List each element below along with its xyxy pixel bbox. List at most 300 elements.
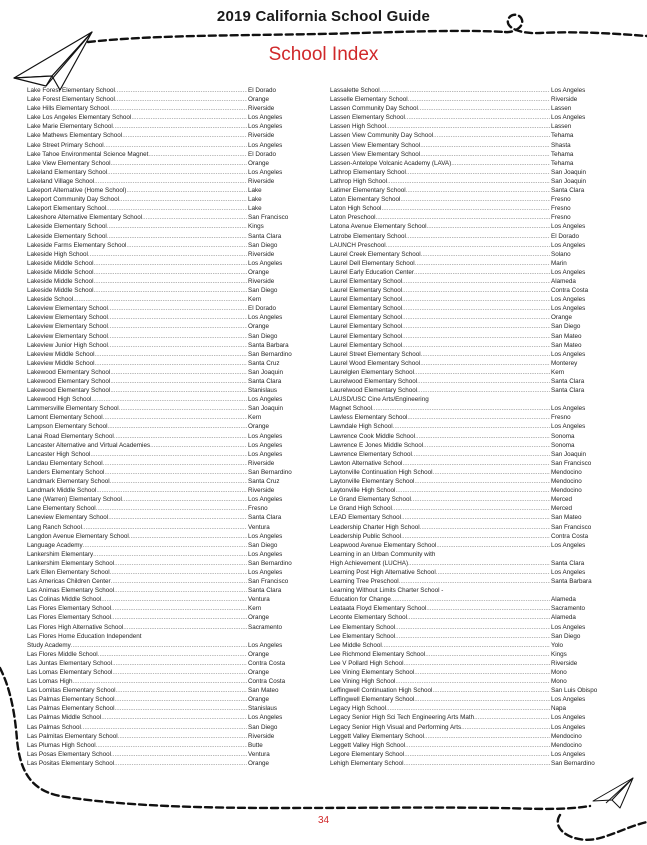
dot-leader bbox=[408, 95, 550, 104]
index-entry bbox=[27, 395, 300, 404]
dot-leader bbox=[382, 641, 550, 650]
index-entry bbox=[330, 504, 622, 513]
county-name: Santa Cruz bbox=[248, 359, 280, 367]
index-entry bbox=[27, 659, 300, 668]
school-name: Legore Elementary School bbox=[330, 750, 405, 758]
index-column-right bbox=[330, 86, 622, 768]
county-name: Los Angeles bbox=[248, 123, 283, 131]
dot-leader bbox=[399, 577, 550, 586]
index-entry bbox=[330, 386, 622, 395]
index-entry bbox=[330, 750, 622, 759]
school-name: Lakeport Alternative (Home School) bbox=[27, 187, 127, 195]
school-name: Laurelwood Elementary School bbox=[330, 378, 418, 385]
index-entry bbox=[27, 304, 300, 313]
index-entry bbox=[27, 122, 300, 131]
dot-leader bbox=[402, 313, 550, 322]
county-name: Contra Costa bbox=[551, 287, 589, 295]
index-entry bbox=[330, 523, 622, 532]
school-name: Lakewood High School bbox=[27, 396, 92, 404]
school-name: Laurel Wood Elementary School bbox=[330, 359, 421, 367]
school-name: Lakeside School bbox=[27, 296, 74, 304]
index-entry bbox=[27, 713, 300, 722]
school-name: Laton High School bbox=[330, 205, 382, 213]
dot-leader bbox=[400, 195, 550, 204]
school-name: Lawless Elementary School bbox=[330, 414, 408, 422]
county-name: Mono bbox=[551, 669, 567, 676]
school-name: Lake Los Angeles Elementary School bbox=[27, 114, 132, 122]
county-name: Fresno bbox=[248, 505, 268, 513]
dot-leader bbox=[392, 504, 550, 513]
dot-leader bbox=[94, 268, 247, 277]
index-entry bbox=[27, 177, 300, 186]
index-entry bbox=[27, 532, 300, 541]
dot-leader bbox=[129, 532, 247, 541]
dot-leader bbox=[418, 104, 550, 113]
school-name: Las Colinas Middle School bbox=[27, 596, 102, 604]
dot-leader bbox=[420, 150, 550, 159]
county-name: Lake bbox=[248, 196, 262, 204]
dot-leader bbox=[73, 677, 247, 686]
county-name: Sonoma bbox=[551, 432, 575, 440]
dot-leader bbox=[395, 623, 550, 632]
county-name: Alameda bbox=[551, 614, 576, 622]
school-name: Learning Tree Preschool bbox=[330, 578, 399, 586]
school-name: Las Flores Middle School bbox=[27, 650, 98, 658]
county-name: Orange bbox=[248, 696, 270, 704]
dot-leader bbox=[417, 377, 550, 386]
school-name: Las Flores Elementary School bbox=[27, 614, 111, 622]
index-entry bbox=[27, 268, 300, 277]
dot-leader bbox=[114, 432, 247, 441]
dot-leader bbox=[115, 86, 247, 95]
county-name: Los Angeles bbox=[248, 114, 283, 122]
dot-leader bbox=[406, 232, 550, 241]
index-entry bbox=[330, 186, 622, 195]
index-entry bbox=[27, 604, 300, 613]
school-name: Lakeview Elementary School bbox=[27, 314, 108, 322]
dot-leader bbox=[104, 141, 247, 150]
dot-leader bbox=[110, 386, 247, 395]
index-entry bbox=[330, 359, 622, 368]
county-name: Lake bbox=[248, 205, 262, 213]
county-name: San Francisco bbox=[551, 459, 592, 467]
index-entry bbox=[330, 559, 622, 568]
dot-leader bbox=[402, 322, 550, 331]
county-name: Solano bbox=[551, 250, 571, 258]
school-name: Lakeside High School bbox=[27, 250, 88, 258]
school-name: Las Posas Elementary School bbox=[27, 750, 112, 758]
index-entry bbox=[27, 595, 300, 604]
school-name: Laurel Elementary School bbox=[330, 305, 403, 313]
index-entry bbox=[27, 286, 300, 295]
county-name: Lassen bbox=[551, 123, 572, 131]
index-entry bbox=[27, 413, 300, 422]
index-entry bbox=[330, 168, 622, 177]
index-entry bbox=[330, 313, 622, 322]
index-entry bbox=[330, 150, 622, 159]
dot-leader bbox=[114, 559, 247, 568]
dot-leader bbox=[376, 213, 550, 222]
index-entry bbox=[330, 332, 622, 341]
index-entry bbox=[27, 86, 300, 95]
index-entry bbox=[330, 86, 622, 95]
index-entry bbox=[27, 159, 300, 168]
county-name: Butte bbox=[248, 741, 263, 749]
county-name: Kings bbox=[551, 650, 567, 658]
county-name: Los Angeles bbox=[248, 550, 283, 558]
dot-leader bbox=[141, 632, 247, 641]
county-name: Los Angeles bbox=[551, 296, 586, 304]
school-name: Lark Ellen Elementary School bbox=[27, 568, 110, 576]
county-name: Sacramento bbox=[551, 605, 585, 613]
index-entry bbox=[330, 568, 622, 577]
index-entry bbox=[27, 613, 300, 622]
county-name: San Joaquin bbox=[248, 368, 284, 376]
dot-leader bbox=[425, 650, 550, 659]
dot-leader bbox=[114, 586, 247, 595]
index-entry bbox=[27, 504, 300, 513]
school-name: Lawndale High School bbox=[330, 423, 393, 431]
school-name: Laurel Elementary School bbox=[330, 314, 403, 322]
index-entry bbox=[330, 623, 622, 632]
school-name: Lang Ranch School bbox=[27, 523, 82, 531]
school-name: Lampson Elementary School bbox=[27, 423, 108, 431]
county-name: Los Angeles bbox=[248, 641, 283, 649]
school-name: Las Flores High Alternative School bbox=[27, 623, 124, 631]
school-name: Lakeland Elementary School bbox=[27, 168, 108, 176]
index-entry bbox=[330, 586, 622, 595]
county-name: Santa Barbara bbox=[248, 341, 289, 349]
index-entry bbox=[27, 568, 300, 577]
index-entry bbox=[330, 368, 622, 377]
county-name: Orange bbox=[248, 423, 270, 431]
index-entry bbox=[27, 486, 300, 495]
dot-leader bbox=[424, 732, 550, 741]
dot-leader bbox=[407, 413, 550, 422]
county-name: Santa Cruz bbox=[248, 478, 280, 486]
index-entry bbox=[330, 104, 622, 113]
county-name: Contra Costa bbox=[248, 659, 286, 667]
school-name: Lane Elementary School bbox=[27, 505, 96, 513]
school-name: Leggett Valley High School bbox=[330, 741, 406, 749]
school-name: Laton Elementary School bbox=[330, 196, 401, 204]
school-name: Laytonville Continuation High School bbox=[330, 468, 433, 476]
index-entry bbox=[330, 141, 622, 150]
dot-leader bbox=[414, 477, 550, 486]
index-entry bbox=[330, 632, 622, 641]
county-name: San Bernardino bbox=[248, 559, 292, 567]
county-name: San Joaquin bbox=[551, 177, 587, 185]
school-name: Lee Vining High School bbox=[330, 678, 396, 686]
dot-leader bbox=[148, 150, 247, 159]
school-name: Landmark Middle School bbox=[27, 487, 97, 495]
dot-leader bbox=[115, 695, 248, 704]
index-entry bbox=[330, 422, 622, 431]
school-name: Lakeside Farms Elementary School bbox=[27, 241, 127, 249]
dot-leader bbox=[421, 250, 550, 259]
county-name: Los Angeles bbox=[248, 259, 283, 267]
index-entry bbox=[27, 377, 300, 386]
index-entry bbox=[27, 541, 300, 550]
dot-leader bbox=[106, 204, 247, 213]
school-name: Lassen View Elementary School bbox=[330, 150, 421, 158]
school-name: Las Lomas High bbox=[27, 678, 73, 686]
dot-leader bbox=[386, 241, 550, 250]
school-name: Lassalette School bbox=[330, 87, 380, 94]
school-name: Lake Street Primary School bbox=[27, 141, 104, 149]
dot-leader bbox=[94, 277, 247, 286]
index-entry bbox=[330, 413, 622, 422]
dot-leader bbox=[111, 604, 247, 613]
dot-leader bbox=[101, 713, 247, 722]
school-name: Leffingwell Continuation High School bbox=[330, 687, 433, 695]
index-entry bbox=[330, 322, 622, 331]
county-name bbox=[550, 395, 622, 404]
dot-leader bbox=[402, 286, 550, 295]
county-name: San Francisco bbox=[248, 578, 289, 586]
index-entry bbox=[330, 650, 622, 659]
school-name: Las Lomas Elementary School bbox=[27, 669, 113, 676]
school-name: Lankershim Elementary School bbox=[27, 559, 115, 567]
dot-leader bbox=[104, 468, 247, 477]
school-name: Laurel Elementary School bbox=[330, 341, 403, 349]
dot-leader bbox=[131, 113, 247, 122]
school-name: Leataata Floyd Elementary School bbox=[330, 605, 427, 613]
dot-leader bbox=[414, 268, 550, 277]
index-entry bbox=[330, 604, 622, 613]
index-column-left bbox=[27, 86, 300, 768]
dot-leader bbox=[386, 122, 550, 131]
county-name: San Bernardino bbox=[248, 468, 292, 476]
index-entry bbox=[27, 759, 300, 768]
school-name: LAUNCH Preschool bbox=[330, 241, 386, 249]
dot-leader bbox=[88, 250, 247, 259]
index-entry bbox=[27, 686, 300, 695]
dot-leader bbox=[414, 368, 550, 377]
school-name: Laurel Creek Elementary School bbox=[330, 250, 421, 258]
dot-leader bbox=[408, 559, 550, 568]
school-name: Laurel Elementary School bbox=[330, 332, 403, 340]
county-name: Alameda bbox=[551, 277, 576, 285]
county-name: Los Angeles bbox=[551, 268, 586, 276]
county-name: San Bernardino bbox=[248, 350, 292, 358]
county-name: Santa Clara bbox=[248, 232, 282, 240]
school-name: LAUSD/USC Cine Arts/Engineering bbox=[330, 396, 429, 404]
page-header-title: 2019 California School Guide bbox=[216, 8, 431, 25]
county-name: Orange bbox=[248, 96, 270, 104]
dot-leader bbox=[402, 459, 550, 468]
school-name: Lakeside Elementary School bbox=[27, 232, 107, 240]
county-name: Kern bbox=[248, 414, 262, 422]
county-name: Santa Clara bbox=[248, 587, 282, 595]
county-name: Orange bbox=[248, 614, 270, 622]
county-name: Contra Costa bbox=[248, 678, 286, 686]
index-entry bbox=[330, 613, 622, 622]
dot-leader bbox=[402, 295, 550, 304]
index-entry bbox=[27, 295, 300, 304]
school-name: Laton Preschool bbox=[330, 214, 376, 222]
school-name: Lee Elementary School bbox=[330, 623, 396, 631]
index-entry bbox=[27, 368, 300, 377]
school-name: Lasselle Elementary School bbox=[330, 96, 408, 104]
index-entry bbox=[330, 204, 622, 213]
dot-leader bbox=[107, 222, 247, 231]
county-name: San Diego bbox=[248, 287, 278, 295]
county-name: Los Angeles bbox=[551, 714, 586, 722]
county-name bbox=[550, 586, 622, 595]
county-name: San Bernardino bbox=[551, 759, 595, 767]
index-entry bbox=[27, 313, 300, 322]
dot-leader bbox=[395, 632, 550, 641]
index-entry bbox=[27, 623, 300, 632]
county-name: Ventura bbox=[248, 750, 270, 758]
dot-leader bbox=[420, 523, 550, 532]
page-number: 34 bbox=[317, 815, 330, 826]
school-name: Laurelwood Elementary School bbox=[330, 387, 418, 395]
school-name: Lake Forest Elementary School bbox=[27, 87, 115, 94]
dot-leader bbox=[94, 259, 247, 268]
dot-leader bbox=[110, 477, 247, 486]
dot-leader bbox=[402, 332, 550, 341]
index-entry bbox=[330, 304, 622, 313]
index-entry bbox=[330, 241, 622, 250]
school-name: Lassen View Community Day School bbox=[330, 132, 434, 140]
school-name: Lathrop Elementary School bbox=[330, 168, 406, 176]
index-entry bbox=[27, 477, 300, 486]
dot-leader bbox=[417, 386, 550, 395]
school-name: Lakeview Elementary School bbox=[27, 305, 108, 313]
county-name: San Mateo bbox=[551, 341, 582, 349]
index-entry bbox=[330, 459, 622, 468]
school-name: Lake Forest Elementary School bbox=[27, 96, 115, 104]
school-name: Laytonville High School bbox=[330, 487, 396, 495]
school-name: Laurel Elementary School bbox=[330, 287, 403, 295]
dot-leader bbox=[406, 168, 550, 177]
dot-leader bbox=[142, 213, 247, 222]
dot-leader bbox=[82, 523, 247, 532]
county-name: Los Angeles bbox=[551, 623, 586, 631]
index-entry bbox=[27, 141, 300, 150]
dot-leader bbox=[96, 741, 247, 750]
county-name: Los Angeles bbox=[248, 168, 283, 176]
index-entry bbox=[27, 350, 300, 359]
school-name: Las Animas Elementary School bbox=[27, 587, 115, 595]
county-name: Los Angeles bbox=[551, 723, 586, 731]
dot-leader bbox=[150, 441, 247, 450]
school-name: Lassen Elementary School bbox=[330, 114, 405, 122]
dot-leader bbox=[405, 741, 550, 750]
school-name: Legacy Senior High Sci Tech Engineering Arts Math bbox=[330, 714, 475, 722]
school-name: Las Flores Home Education Independent bbox=[27, 632, 142, 640]
index-entry bbox=[27, 277, 300, 286]
dot-leader bbox=[90, 450, 247, 459]
school-name: Las Palmas School bbox=[27, 723, 81, 731]
county-name: Santa Clara bbox=[551, 387, 585, 395]
county-name: Fresno bbox=[551, 414, 571, 422]
index-entry bbox=[330, 159, 622, 168]
dot-leader bbox=[103, 459, 247, 468]
dot-leader bbox=[391, 595, 550, 604]
school-name: Lee Vining Elementary School bbox=[330, 669, 415, 676]
school-name: LEAD Elementary School bbox=[330, 514, 402, 522]
school-name: Laytonville Elementary School bbox=[330, 478, 415, 486]
school-name: Education for Change bbox=[330, 596, 391, 604]
dot-leader bbox=[420, 359, 550, 368]
school-name: Lee Richmond Elementary School bbox=[330, 650, 426, 658]
index-entry bbox=[330, 686, 622, 695]
school-name: Learning Without Limits Charter School - bbox=[330, 587, 444, 595]
school-name: Laurelglen Elementary School bbox=[330, 368, 415, 376]
index-entry bbox=[27, 732, 300, 741]
county-name: Los Angeles bbox=[248, 441, 283, 449]
index-entry bbox=[330, 477, 622, 486]
dot-leader bbox=[111, 577, 247, 586]
county-name: Napa bbox=[551, 705, 567, 713]
index-entry bbox=[27, 586, 300, 595]
index-entry bbox=[27, 131, 300, 140]
index-entry bbox=[27, 704, 300, 713]
county-name: Los Angeles bbox=[551, 114, 586, 122]
school-name: Le Grand High School bbox=[330, 505, 392, 513]
county-name: Kern bbox=[248, 605, 262, 613]
county-name: Riverside bbox=[248, 177, 275, 185]
school-name: Lake Marie Elementary School bbox=[27, 123, 113, 131]
index-entry bbox=[330, 677, 622, 686]
dot-leader bbox=[119, 195, 247, 204]
index-entry bbox=[27, 204, 300, 213]
dot-leader bbox=[108, 513, 247, 522]
county-name: Orange bbox=[248, 759, 270, 767]
dot-leader bbox=[115, 95, 247, 104]
county-name: San Diego bbox=[248, 332, 278, 340]
index-entry bbox=[27, 104, 300, 113]
school-name: Laurel Elementary School bbox=[330, 296, 403, 304]
index-entry bbox=[27, 432, 300, 441]
index-entry bbox=[27, 723, 300, 732]
county-name: San Diego bbox=[248, 541, 278, 549]
index-entry bbox=[27, 641, 300, 650]
dot-leader bbox=[406, 186, 550, 195]
county-name: Orange bbox=[248, 159, 270, 167]
dot-leader bbox=[402, 277, 550, 286]
dot-leader bbox=[435, 550, 550, 559]
dot-leader bbox=[112, 659, 247, 668]
index-entry bbox=[330, 222, 622, 231]
school-name: Landers Elementary School bbox=[27, 468, 105, 476]
dot-leader bbox=[432, 686, 550, 695]
index-entry bbox=[330, 641, 622, 650]
dot-leader bbox=[123, 623, 247, 632]
dot-leader bbox=[103, 413, 247, 422]
county-name: Ventura bbox=[248, 596, 270, 604]
county-name: Yolo bbox=[551, 641, 564, 649]
county-name: Mendocino bbox=[551, 732, 582, 740]
index-entry bbox=[330, 495, 622, 504]
index-entry bbox=[27, 150, 300, 159]
dot-leader bbox=[93, 550, 247, 559]
dot-leader bbox=[402, 304, 550, 313]
dot-leader bbox=[372, 404, 550, 413]
index-entry bbox=[27, 386, 300, 395]
county-name: Kern bbox=[248, 296, 262, 304]
county-name: Santa Clara bbox=[551, 559, 585, 567]
dot-leader bbox=[122, 131, 247, 140]
school-name: Landau Elementary School bbox=[27, 459, 103, 467]
section-title: School Index bbox=[268, 44, 379, 65]
school-name: Lakeview Elementary School bbox=[27, 332, 108, 340]
index-entry bbox=[330, 486, 622, 495]
index-entry bbox=[330, 741, 622, 750]
